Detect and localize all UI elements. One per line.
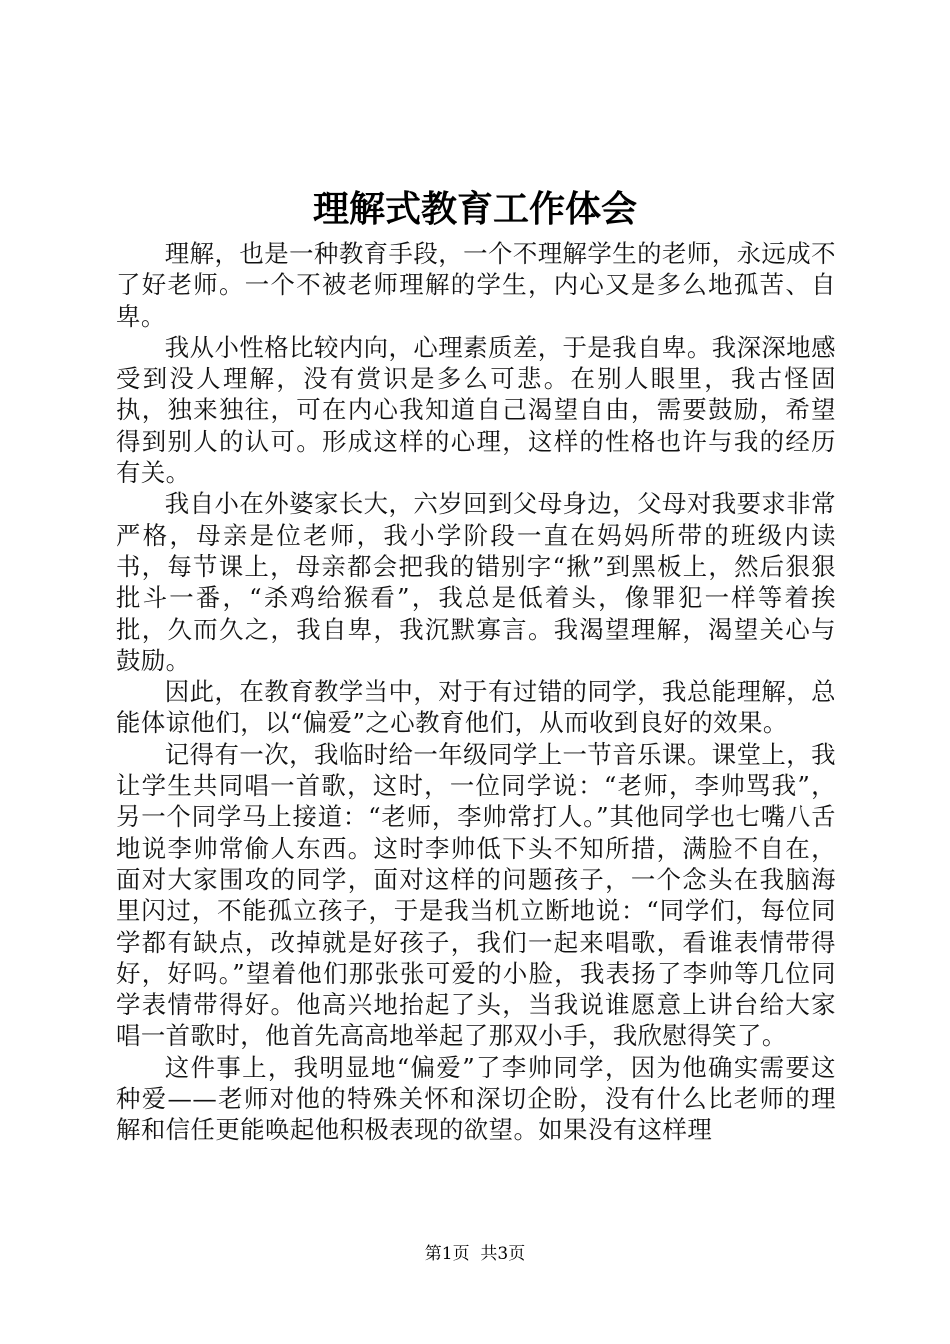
- paragraph: 我自小在外婆家长大，六岁回到父母身边，父母对我要求非常严格，母亲是位老师，我小学阶段一直在妈妈所带的班级内读书，每节课上，母亲都会把我的错别字“揪”到黑板上，然后狠狠批斗一番，“杀鸡给猴看”，我总是低着头，像罪犯一样等着挨批，久而久之，我自卑，我沉默寡言。我渴望理解，渴望关心与鼓励。: [116, 489, 836, 675]
- paragraph: 因此，在教育教学当中，对于有过错的同学，我总能理解，总能体谅他们，以“偏爱”之心教育他们，从而收到良好的效果。: [116, 677, 836, 738]
- document-body: [116, 238, 836, 1146]
- paragraph: 记得有一次，我临时给一年级同学上一节音乐课。课堂上，我让学生共同唱一首歌，这时，一位同学说：“老师，李帅骂我”，另一个同学马上接道：“老师，李帅常打人。”其他同学也七嘴八舌地说李帅常偷人东西。这时李帅低下头不知所措，满脸不自在，面对大家围攻的同学，面对这样的问题孩子，一个念头在我脑海里闪过，不能孤立孩子，于是我当机立断地说：“同学们，每位同学都有缺点，改掉就是好孩子，我们一起来唱歌，看谁表情带得好，好吗。”望着他们那张张可爱的小脸，我表扬了李帅等几位同学表情带得好。他高兴地抬起了头，当我说谁愿意上讲台给大家唱一首歌时，他首先高高地举起了那双小手，我欣慰得笑了。: [116, 739, 836, 1051]
- paragraph: 我从小性格比较内向，心理素质差，于是我自卑。我深深地感受到没人理解，没有赏识是多么可悲。在别人眼里，我古怪固执，独来独往，可在内心我知道自己渴望自由，需要鼓励，希望得到别人的认可。形成这样的心理，这样的性格也许与我的经历有关。: [116, 332, 836, 488]
- page-number: 第1页: [424, 1244, 470, 1264]
- paragraph: 理解，也是一种教育手段，一个不理解学生的老师，永远成不了好老师。一个不被老师理解的学生，内心又是多么地孤苦、自卑。: [116, 239, 836, 331]
- page-footer: [0, 1242, 950, 1266]
- paragraph: 这件事上，我明显地“偏爱”了李帅同学，因为他确实需要这种爱——老师对他的特殊关怀和深切企盼，没有什么比老师的理解和信任更能唤起他积极表现的欲望。如果没有这样理: [116, 1052, 836, 1145]
- document-title: 理解式教育工作体会: [312, 188, 637, 230]
- page-total: 共3页: [480, 1244, 526, 1264]
